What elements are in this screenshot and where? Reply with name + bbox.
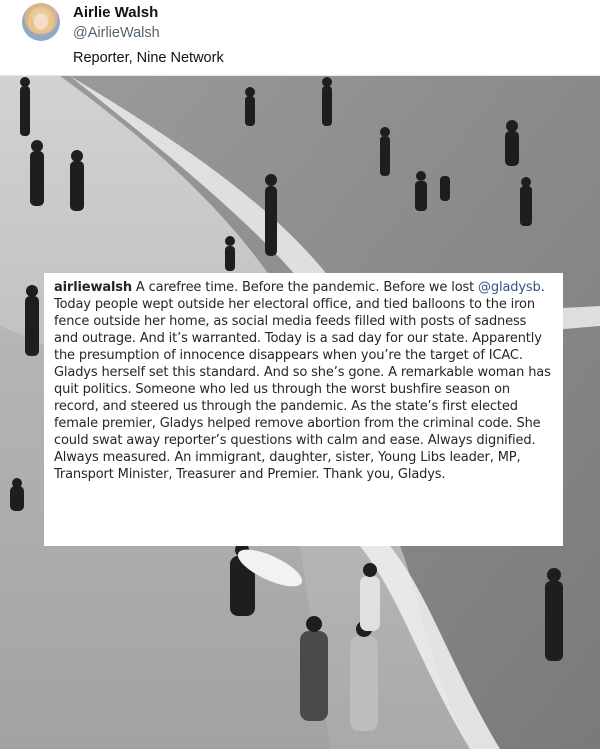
profile-header — [0, 0, 600, 76]
avatar[interactable] — [22, 3, 60, 41]
user-bio: Reporter, Nine Network — [73, 50, 224, 66]
display-name[interactable]: Airlie Walsh — [73, 4, 159, 21]
post-username[interactable]: airliewalsh — [54, 280, 132, 295]
mention-link[interactable]: @gladysb — [478, 280, 541, 295]
caption-text-after: . Today people wept outside her electoral office, and tied balloons to the iron fence outside her home, as social media feeds filled with posts of sadness and outrage. And it’s warranted. Today is a sad day for our state. Apparently the presumption of innocence disappears when you’re the target of ICAC. Gladys herself set this standard. And so she’s gone. A remarkable woman has quit politics. Someone who led us through the worst bushfire season on record, and steered us through the pandemic. As the state’s first elected female premier, Gladys helped remove abortion from the criminal code. She could swat away reporter’s questions with calm and ease. Always dignified. Always measured. An immigrant, daughter, sister, Young Libs leader, MP, Transport Minister, Treasurer and Premier. Thank you, Gladys. — [54, 280, 551, 482]
avatar-face — [34, 13, 48, 30]
beach-photo[interactable] — [0, 76, 600, 749]
user-handle[interactable]: @AirlieWalsh — [73, 25, 160, 41]
post-caption — [44, 273, 563, 546]
caption-text-before: A carefree time. Before the pandemic. Before we lost — [131, 280, 479, 295]
